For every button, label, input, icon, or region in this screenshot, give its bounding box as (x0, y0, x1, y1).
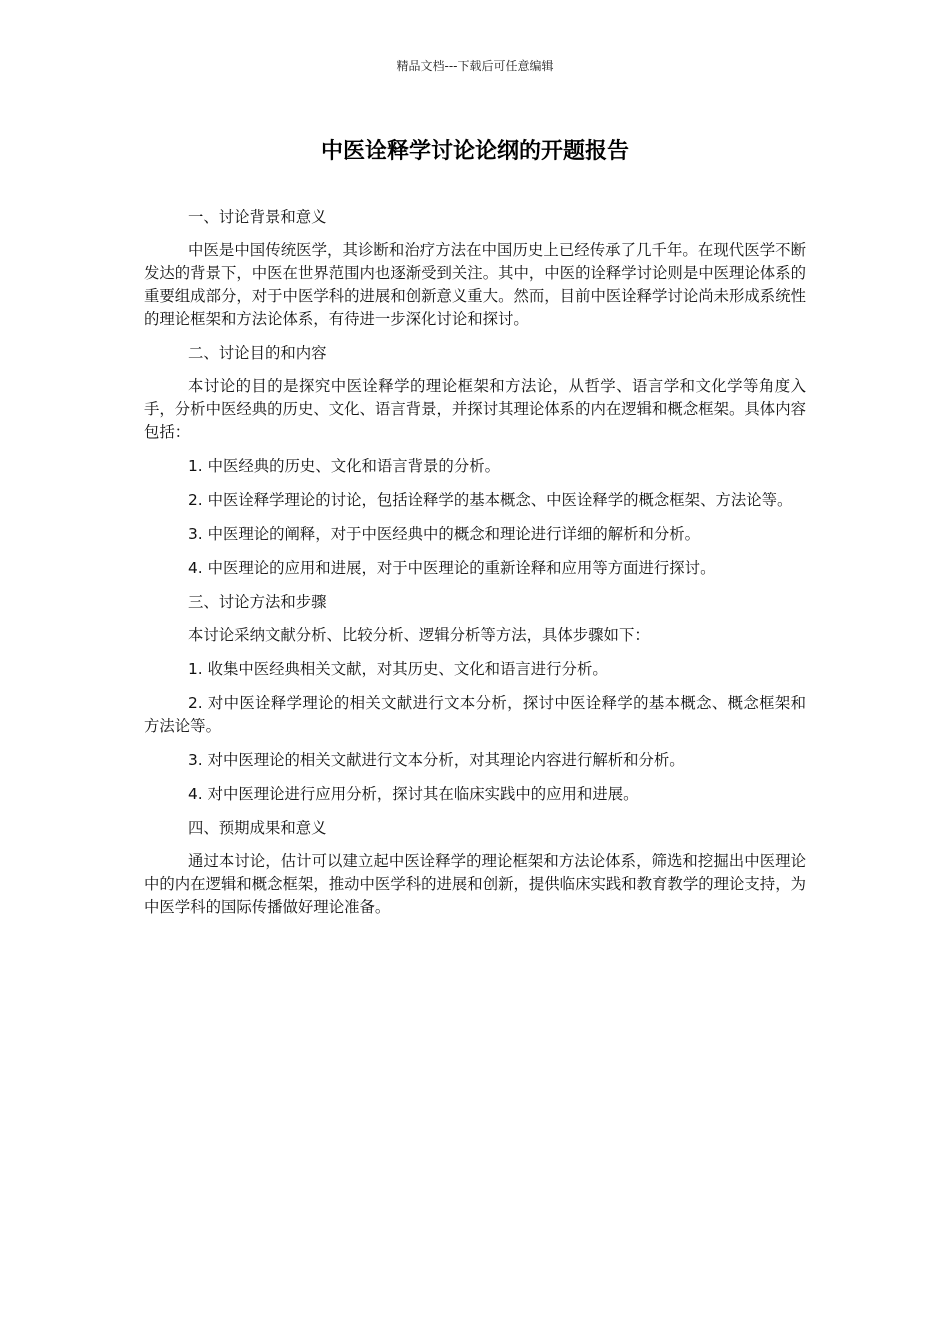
list-item-step-3: 3. 对中医理论的相关文献进行文本分析，对其理论内容进行解析和分析。 (188, 751, 685, 769)
section-heading-outcomes: 四、预期成果和意义 (188, 819, 327, 837)
list-item-step-4: 4. 对中医理论进行应用分析，探讨其在临床实践中的应用和进展。 (188, 785, 639, 803)
paragraph-outcomes: 通过本讨论，估计可以建立起中医诠释学的理论框架和方法论体系，筛选和挖掘出中医理论中的内在逻辑和概念框架，推动中医学科的进展和创新，提供临床实践和教育教学的理论支持，为中医学科的国际传播做好理论准备。 (144, 852, 806, 916)
list-item-content-1: 1. 中医经典的历史、文化和语言背景的分析。 (188, 457, 500, 475)
list-item-content-2: 2. 中医诠释学理论的讨论，包括诠释学的基本概念、中医诠释学的概念框架、方法论等。 (188, 491, 793, 509)
paragraph-background: 中医是中国传统医学，其诊断和治疗方法在中国历史上已经传承了几千年。在现代医学不断发达的背景下，中医在世界范围内也逐渐受到关注。其中，中医的诠释学讨论则是中医理论体系的重要组成部分，对于中医学科的进展和创新意义重大。然而，目前中医诠释学讨论尚未形成系统性的理论框架和方法论体系，有待进一步深化讨论和探讨。 (144, 241, 806, 328)
list-item-step-1: 1. 收集中医经典相关文献，对其历史、文化和语言进行分析。 (188, 660, 608, 678)
page-header-note: 精品文档---下载后可任意编辑 (396, 59, 554, 73)
document-title: 中医诠释学讨论论纲的开题报告 (320, 139, 629, 164)
paragraph-methods: 本讨论采纳文献分析、比较分析、逻辑分析等方法，具体步骤如下： (188, 626, 650, 644)
section-heading-background: 一、讨论背景和意义 (188, 208, 327, 226)
list-item-step-2: 2. 对中医诠释学理论的相关文献进行文本分析，探讨中医诠释学的基本概念、概念框架和方法论等。 (144, 694, 806, 735)
list-item-content-4: 4. 中医理论的应用和进展，对于中医理论的重新诠释和应用等方面进行探讨。 (188, 559, 716, 577)
paragraph-purpose: 本讨论的目的是探究中医诠释学的理论框架和方法论，从哲学、语言学和文化学等角度入手，分析中医经典的历史、文化、语言背景，并探讨其理论体系的内在逻辑和概念框架。具体内容包括： (144, 377, 806, 441)
section-heading-methods: 三、讨论方法和步骤 (188, 593, 327, 611)
section-heading-purpose: 二、讨论目的和内容 (188, 344, 327, 362)
list-item-content-3: 3. 中医理论的阐释，对于中医经典中的概念和理论进行详细的解析和分析。 (188, 525, 701, 543)
document-body (144, 206, 806, 930)
